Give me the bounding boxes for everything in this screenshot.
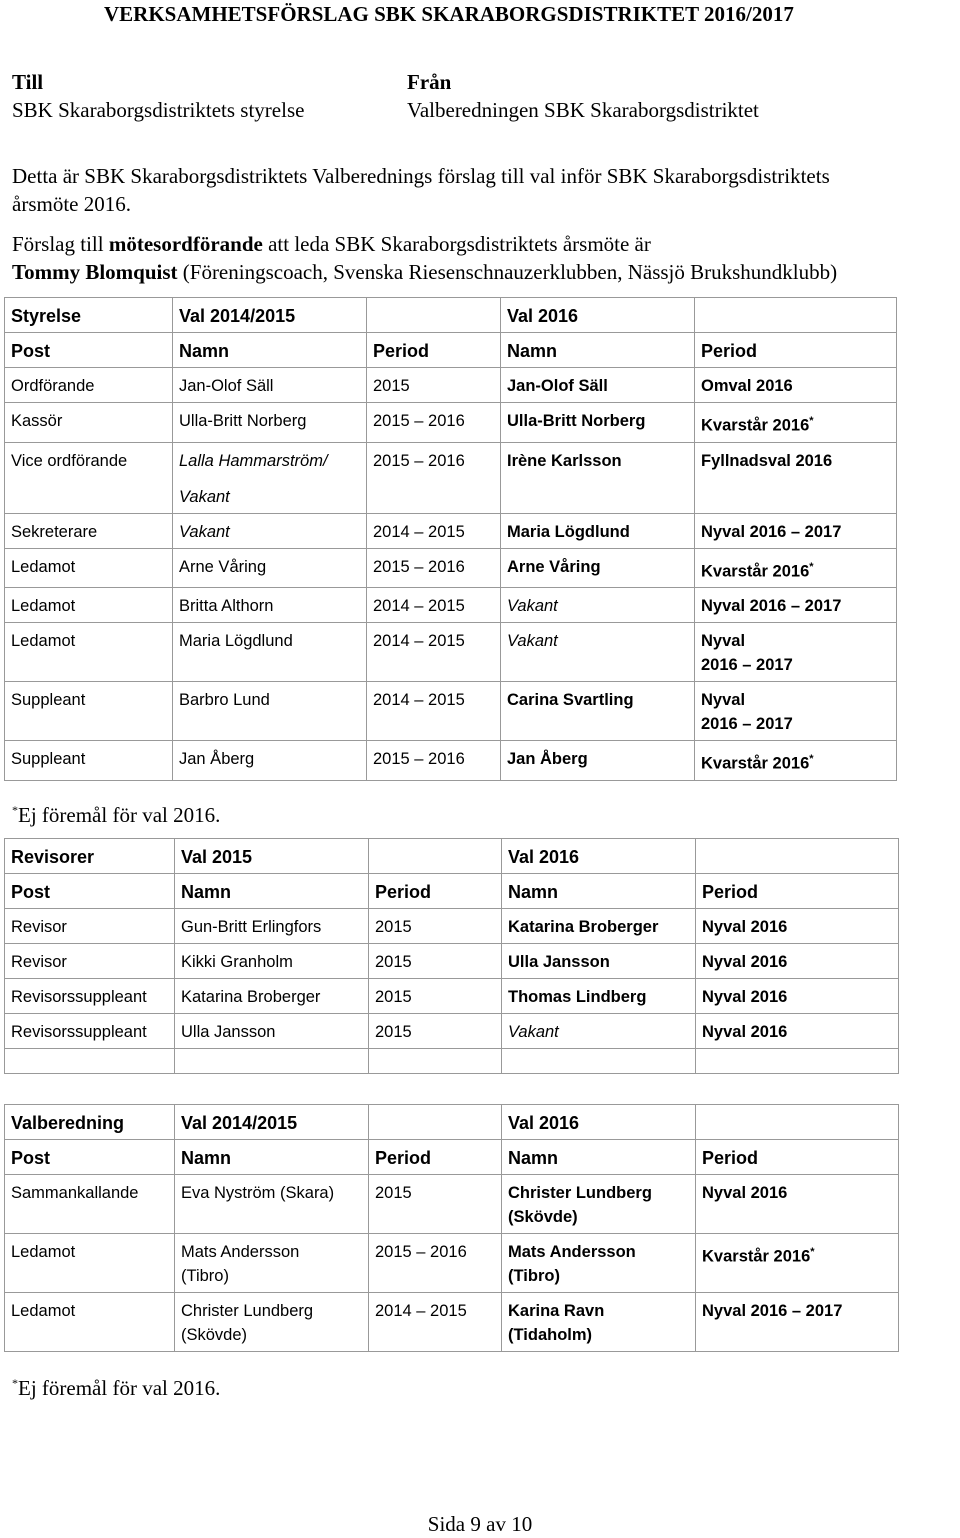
cell-period: 2015	[369, 944, 502, 979]
cell-new-period: Nyval 2016	[696, 944, 899, 979]
cell-new-period: Nyval 2016	[696, 979, 899, 1014]
cell-new-period-line-2: 2016 – 2017	[701, 656, 793, 674]
table-row	[5, 1175, 899, 1234]
column-header-namn: Namn	[173, 333, 367, 368]
cell-post: Vice ordförande	[5, 442, 173, 513]
column-header-period: Period	[369, 874, 502, 909]
to-value: SBK Skaraborgsdistriktets styrelse	[12, 98, 305, 122]
cell-new-period: Nyval 2016	[696, 1014, 899, 1049]
cell-new-period: Nyval 2016	[696, 1175, 899, 1234]
cell-new-period	[695, 548, 897, 588]
board-header-val-2016: Val 2016	[501, 298, 695, 333]
cell-period: 2014 – 2015	[369, 1293, 502, 1352]
cell-new-name: Jan Åberg	[501, 741, 695, 781]
column-header-namn: Namn	[502, 1140, 696, 1175]
cell-name: Jan Åberg	[173, 741, 367, 781]
column-header-period: Period	[367, 333, 501, 368]
proposal-details: (Föreningscoach, Svenska Riesenschnauzerklubben, Nässjö Brukshundklubb)	[177, 260, 838, 284]
cell-name-line-1: Christer Lundberg	[181, 1302, 314, 1320]
cell-new-period-text: Kvarstår 2016	[701, 562, 810, 580]
column-header-post: Post	[5, 1140, 175, 1175]
cell-period: 2015	[367, 368, 501, 403]
cell-post: Sammankallande	[5, 1175, 175, 1234]
cell-name: Ulla-Britt Norberg	[173, 403, 367, 443]
cell-period: 2015	[369, 1014, 502, 1049]
cell-new-period	[695, 623, 897, 682]
cell-period: 2014 – 2015	[367, 682, 501, 741]
nomination-header-valberedning: Valberedning	[5, 1105, 175, 1140]
cell-period: 2014 – 2015	[367, 513, 501, 548]
footnote-mark: *	[809, 753, 814, 765]
cell-new-name: Carina Svartling	[501, 682, 695, 741]
cell-name	[175, 1293, 369, 1352]
cell-new-name: Ulla Jansson	[502, 944, 696, 979]
table-row	[5, 874, 899, 909]
cell-post: Ledamot	[5, 623, 173, 682]
empty-cell	[696, 1049, 899, 1074]
cell-new-name-line-1: Mats Andersson	[508, 1243, 636, 1261]
cell-name-line-1: Lalla Hammarström/	[179, 451, 328, 470]
cell-period: 2014 – 2015	[367, 623, 501, 682]
cell-new-name	[502, 1293, 696, 1352]
proposal-name: Tommy Blomquist	[12, 260, 178, 284]
table-row	[5, 403, 897, 443]
cell-new-name: Maria Lögdlund	[501, 513, 695, 548]
cell-post: Ledamot	[5, 588, 173, 623]
table-row	[5, 839, 899, 874]
nomination-header-val-2016: Val 2016	[502, 1105, 696, 1140]
cell-new-period-line-2: 2016 – 2017	[701, 715, 793, 733]
cell-post: Suppleant	[5, 682, 173, 741]
cell-name: Vakant	[173, 513, 367, 548]
cell-period: 2015 – 2016	[367, 548, 501, 588]
cell-period: 2015 – 2016	[369, 1234, 502, 1293]
board-header-empty	[367, 298, 501, 333]
auditors-header-revisorer: Revisorer	[5, 839, 175, 874]
nomination-header-empty	[696, 1105, 899, 1140]
cell-period: 2015 – 2016	[367, 442, 501, 513]
table-row	[5, 513, 897, 548]
cell-name-line-2: (Skövde)	[181, 1326, 248, 1344]
auditors-header-empty	[696, 839, 899, 874]
cell-new-period: Nyval 2016	[696, 909, 899, 944]
table-row	[5, 368, 897, 403]
cell-new-name: Katarina Broberger	[502, 909, 696, 944]
column-header-namn: Namn	[175, 874, 369, 909]
cell-post: Suppleant	[5, 741, 173, 781]
column-header-namn: Namn	[502, 874, 696, 909]
intro-paragraph	[12, 162, 830, 218]
table-row	[5, 909, 899, 944]
table-row	[5, 298, 897, 333]
cell-new-name: Thomas Lindberg	[502, 979, 696, 1014]
auditors-header-empty	[369, 839, 502, 874]
cell-name: Jan-Olof Säll	[173, 368, 367, 403]
cell-period: 2015	[369, 1175, 502, 1234]
table-row	[5, 333, 897, 368]
column-header-period: Period	[369, 1140, 502, 1175]
cell-name: Maria Lögdlund	[173, 623, 367, 682]
cell-name: Eva Nyström (Skara)	[175, 1175, 369, 1234]
to-label: Till	[12, 70, 44, 94]
intro-line-2: årsmöte 2016.	[12, 192, 131, 216]
cell-post: Ordförande	[5, 368, 173, 403]
cell-name-line-2: (Tibro)	[181, 1267, 229, 1285]
cell-post: Ledamot	[5, 1293, 175, 1352]
table-row	[5, 442, 897, 513]
cell-new-name-line-2: (Skövde)	[508, 1208, 578, 1226]
from-value: Valberedningen SBK Skaraborgsdistriktet	[407, 98, 759, 122]
auditors-table	[4, 838, 899, 1074]
cell-new-name: Arne Våring	[501, 548, 695, 588]
cell-new-period	[695, 403, 897, 443]
cell-new-name: Vakant	[502, 1014, 696, 1049]
nomination-header-val-prev: Val 2014/2015	[175, 1105, 369, 1140]
column-header-post: Post	[5, 333, 173, 368]
cell-period: 2014 – 2015	[367, 588, 501, 623]
cell-new-period: Fyllnadsval 2016	[695, 442, 897, 513]
cell-new-period: Nyval 2016 – 2017	[695, 588, 897, 623]
from-label: Från	[407, 70, 452, 94]
cell-new-period-text: Kvarstår 2016	[701, 416, 810, 435]
column-header-period: Period	[696, 874, 899, 909]
nomination-header-empty	[369, 1105, 502, 1140]
cell-post: Revisorssuppleant	[5, 1014, 175, 1049]
cell-new-period	[695, 682, 897, 741]
cell-period: 2015	[369, 909, 502, 944]
empty-cell	[5, 1049, 175, 1074]
from-block	[407, 68, 759, 124]
cell-name: Arne Våring	[173, 548, 367, 588]
empty-cell	[175, 1049, 369, 1074]
board-table	[4, 297, 897, 781]
cell-new-period	[696, 1234, 899, 1293]
column-header-namn: Namn	[175, 1140, 369, 1175]
cell-new-name: Vakant	[501, 623, 695, 682]
cell-new-period	[695, 741, 897, 781]
table-row	[5, 1049, 899, 1074]
cell-name	[173, 442, 367, 513]
board-header-empty	[695, 298, 897, 333]
cell-new-period: Nyval 2016 – 2017	[696, 1293, 899, 1352]
column-header-namn: Namn	[501, 333, 695, 368]
nomination-footnote-text: Ej föremål för val 2016.	[18, 1376, 221, 1400]
page-number: Sida 9 av 10	[427, 1512, 533, 1536]
board-header-val-prev: Val 2014/2015	[173, 298, 367, 333]
cell-post: Ledamot	[5, 548, 173, 588]
footnote-mark: *	[12, 803, 18, 817]
cell-name: Barbro Lund	[173, 682, 367, 741]
proposal-suffix: att leda SBK Skaraborgsdistriktets årsmöte är	[262, 232, 651, 256]
footnote-mark: *	[12, 1376, 18, 1390]
cell-period: 2015	[369, 979, 502, 1014]
cell-post: Revisor	[5, 944, 175, 979]
footnote-mark: *	[809, 560, 814, 573]
cell-period: 2015 – 2016	[367, 741, 501, 781]
table-row	[5, 588, 897, 623]
cell-new-period-text: Kvarstår 2016	[701, 754, 810, 773]
nomination-table	[4, 1104, 899, 1352]
auditors-header-val-2015: Val 2015	[175, 839, 369, 874]
table-row	[5, 1014, 899, 1049]
cell-new-period: Omval 2016	[695, 368, 897, 403]
cell-name: Katarina Broberger	[175, 979, 369, 1014]
cell-new-period: Nyval 2016 – 2017	[695, 513, 897, 548]
table-row	[5, 1293, 899, 1352]
cell-new-name-line-1: Karina Ravn	[508, 1302, 605, 1320]
intro-line-1: Detta är SBK Skaraborgsdistriktets Valberednings förslag till val inför SBK Skaraborgsdistriktets	[12, 164, 830, 188]
cell-name	[175, 1234, 369, 1293]
empty-cell	[369, 1049, 502, 1074]
chair-proposal	[12, 230, 837, 286]
cell-name-line-2: Vakant	[179, 487, 230, 506]
column-header-post: Post	[5, 874, 175, 909]
footnote-mark: *	[810, 1246, 815, 1258]
cell-post: Revisor	[5, 909, 175, 944]
cell-new-name: Ulla-Britt Norberg	[501, 403, 695, 443]
cell-name: Ulla Jansson	[175, 1014, 369, 1049]
cell-new-name-line-2: (Tibro)	[508, 1267, 560, 1285]
cell-new-name: Irène Karlsson	[501, 442, 695, 513]
board-footnote	[12, 803, 220, 828]
cell-new-name	[502, 1175, 696, 1234]
nomination-footnote	[12, 1376, 220, 1401]
empty-cell	[502, 1049, 696, 1074]
auditors-header-val-2016: Val 2016	[502, 839, 696, 874]
cell-new-name	[502, 1234, 696, 1293]
table-row	[5, 623, 897, 682]
cell-name: Gun-Britt Erlingfors	[175, 909, 369, 944]
cell-new-period-line-1: Nyval	[701, 632, 746, 650]
document-title: VERKSAMHETSFÖRSLAG SBK SKARABORGSDISTRIKTET 2016/2017	[104, 2, 794, 26]
cell-name: Britta Althorn	[173, 588, 367, 623]
cell-post: Revisorssuppleant	[5, 979, 175, 1014]
cell-new-period-text: Kvarstår 2016	[702, 1247, 811, 1266]
table-row	[5, 741, 897, 781]
cell-post: Sekreterare	[5, 513, 173, 548]
board-footnote-text: Ej föremål för val 2016.	[18, 803, 221, 827]
cell-post: Ledamot	[5, 1234, 175, 1293]
cell-new-period-line-1: Nyval	[701, 691, 746, 709]
cell-new-name-line-2: (Tidaholm)	[508, 1326, 593, 1344]
board-header-styrelse: Styrelse	[5, 298, 173, 333]
proposal-role: mötesordförande	[108, 232, 263, 256]
table-row	[5, 1105, 899, 1140]
cell-name: Kikki Granholm	[175, 944, 369, 979]
table-row	[5, 548, 897, 588]
table-row	[5, 1140, 899, 1175]
table-row	[5, 979, 899, 1014]
column-header-period: Period	[696, 1140, 899, 1175]
proposal-prefix: Förslag till	[12, 232, 109, 256]
cell-name-line-1: Mats Andersson	[181, 1243, 300, 1261]
column-header-period: Period	[695, 333, 897, 368]
cell-new-name-line-1: Christer Lundberg	[508, 1184, 652, 1202]
cell-post: Kassör	[5, 403, 173, 443]
to-block	[12, 68, 304, 124]
footnote-mark: *	[809, 415, 814, 427]
table-row	[5, 1234, 899, 1293]
table-row	[5, 944, 899, 979]
cell-new-name: Jan-Olof Säll	[501, 368, 695, 403]
cell-new-name: Vakant	[501, 588, 695, 623]
cell-period: 2015 – 2016	[367, 403, 501, 443]
table-row	[5, 682, 897, 741]
